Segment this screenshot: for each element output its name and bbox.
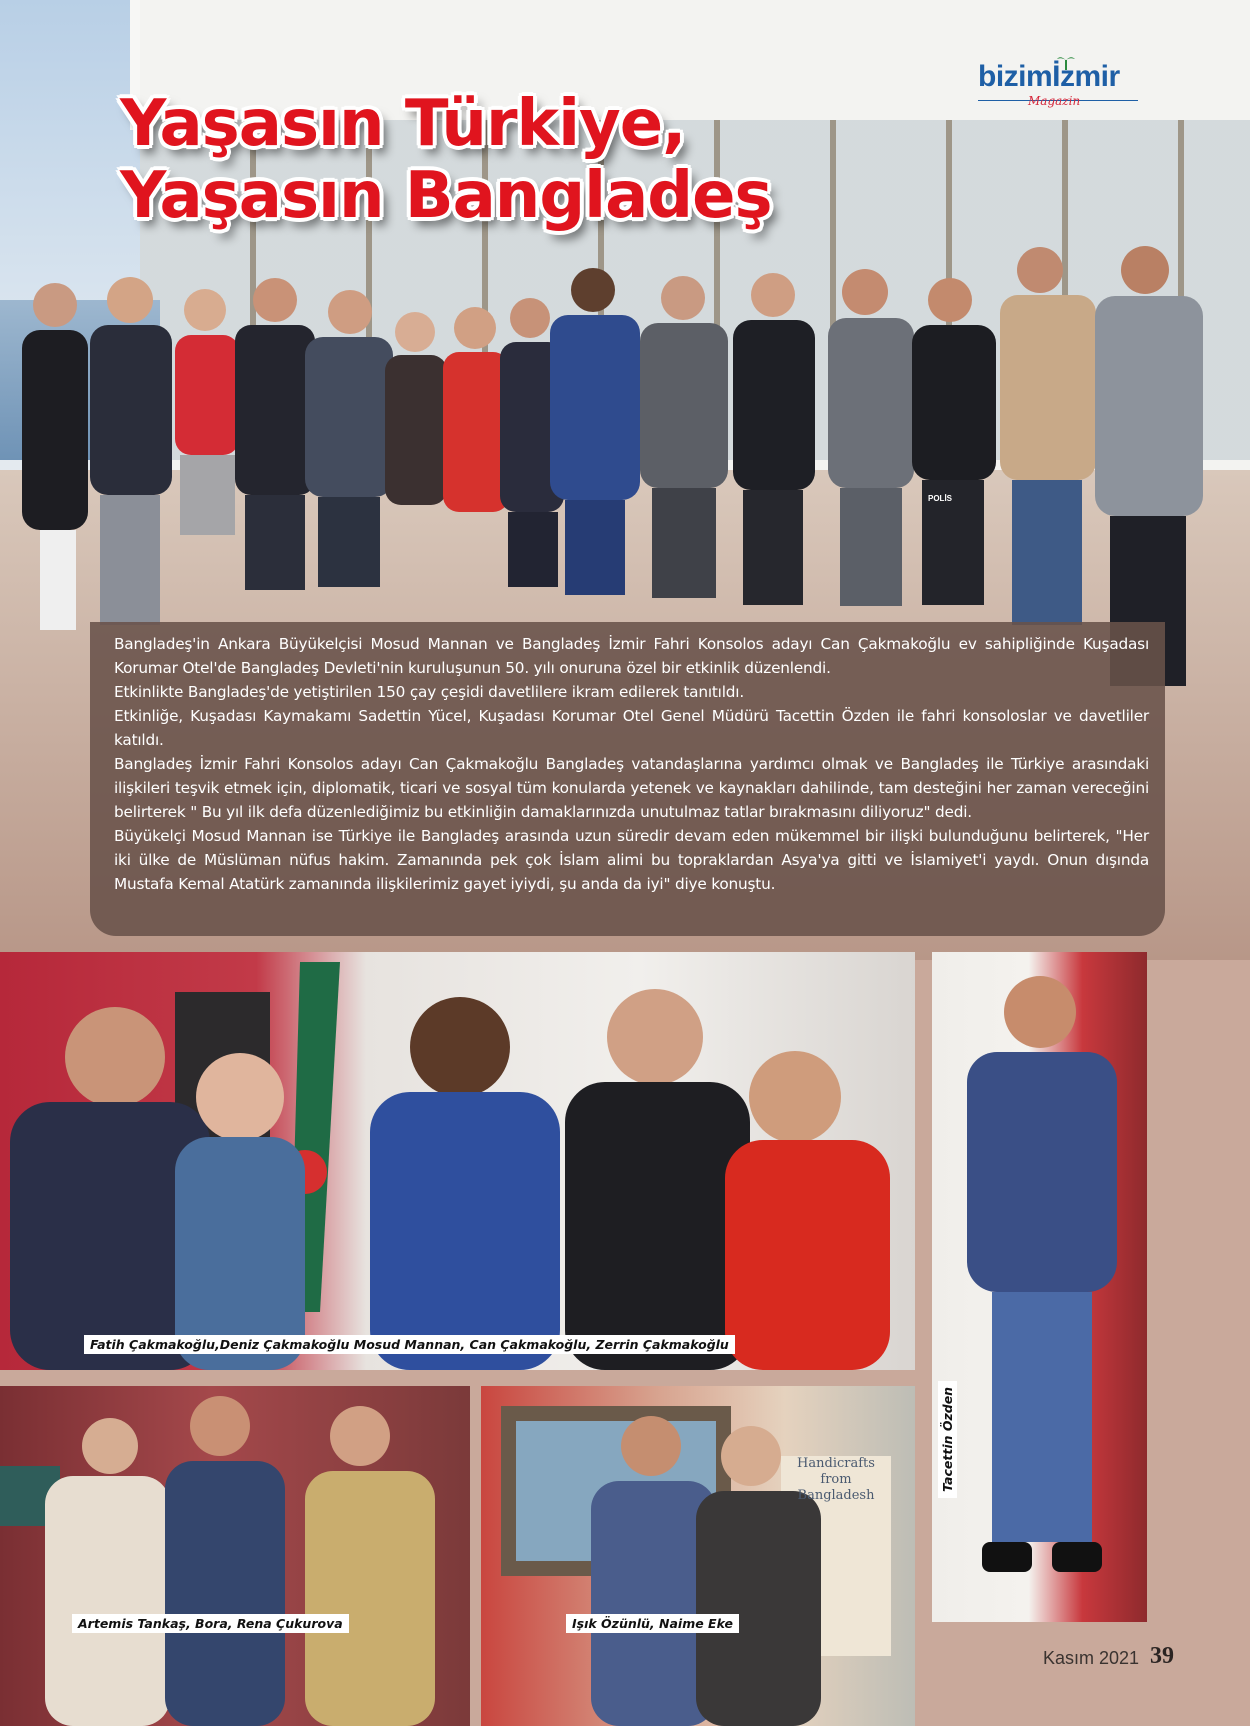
people-figures [0,1386,470,1726]
palm-tree-icon [1057,54,1075,70]
article-paragraph: Etkinlikte Bangladeş'de yetiştirilen 150 çay çeşidi davetlilere ikram edilerek tanıtıldı. [114,683,745,701]
photo-isik-naime [481,1386,915,1726]
brand-name-prefix: bizim [978,60,1053,93]
article-paragraph: Bangladeş İzmir Fahri Konsolos adayı Can Çakmakoğlu Bangladeş vatandaşlarına yardımcı olmak ve Bangladeş ile Türkiye arasındaki ilişkileri teşvik etmek için, diplomatik, ticari ve sosyal tüm konularda yetenek ve kaynakları dahilinde, tam desteğini her zaman vereceğini belirterek " Bu yıl ilk defa düzenlediğimiz bu etkinliğin damaklarınızda unutulmaz tatlar bırakmasını diliyoruz" dedi. [114,755,1149,821]
police-badge: POLİS [928,494,953,503]
article-paragraph: Büyükelçi Mosud Mannan ise Türkiye ile Bangladeş arasında uzun süredir devam eden mükemmel bir ilişki bulunduğunu belirterek, "Her iki ülke de Müslüman nüfus hakim. Zamanında pek çok İslam alimi bu topraklardan Asya'ya gitti ve İslamiyet'i yaydı. Onun dışında Mustafa Kemal Atatürk zamanında ilişkilerimiz gayet iyiydi, şu anda da iyi" diye konuştu. [114,827,1149,893]
brand-subtitle: Magazin [1028,94,1081,108]
person-figure [932,952,1147,1622]
brand-logo [978,60,1138,110]
title-line-1: Yaşasın Türkiye, [120,87,686,161]
photo-caption: Işık Özünlü, Naime Eke [566,1614,739,1633]
photo-family-ambassador [0,952,915,1370]
photo-artemis-bora-rena [0,1386,470,1726]
article-title [120,88,772,232]
brand-name-suffix: İzmir [1052,60,1120,93]
photo-tacettin-ozden [932,952,1147,1622]
people-figures [481,1386,915,1726]
sign-handicrafts: Handicrafts from Bangladesh [797,1456,875,1503]
photo-caption: Fatih Çakmakoğlu,Deniz Çakmakoğlu Mosud Mannan, Can Çakmakoğlu, Zerrin Çakmakoğlu [84,1335,735,1354]
photo-caption: Tacettin Özden [938,1381,957,1498]
article-paragraph: Etkinliğe, Kuşadası Kaymakamı Sadettin Yücel, Kuşadası Korumar Otel Genel Müdürü Tacettin Özden ile fahri konsoloslar ve davetliler katıldı. [114,707,1149,749]
title-line-2: Yaşasın Bangladeş [120,159,772,233]
page-number: 39 [1150,1643,1174,1669]
article-paragraph: Bangladeş'in Ankara Büyükelçisi Mosud Mannan ve Bangladeş İzmir Fahri Konsolos adayı Can Çakmakoğlu ev sahipliğinde Kuşadası Korumar Otel'de Bangladeş Devleti'nin kuruluşunun 50. yılı onuruna özel bir etkinlik düzenlendi. [114,635,1149,677]
people-figures [0,952,915,1370]
issue-date: Kasım 2021 [1043,1648,1140,1668]
article-text-panel [90,622,1165,936]
photo-caption: Artemis Tankaş, Bora, Rena Çukurova [72,1614,349,1633]
